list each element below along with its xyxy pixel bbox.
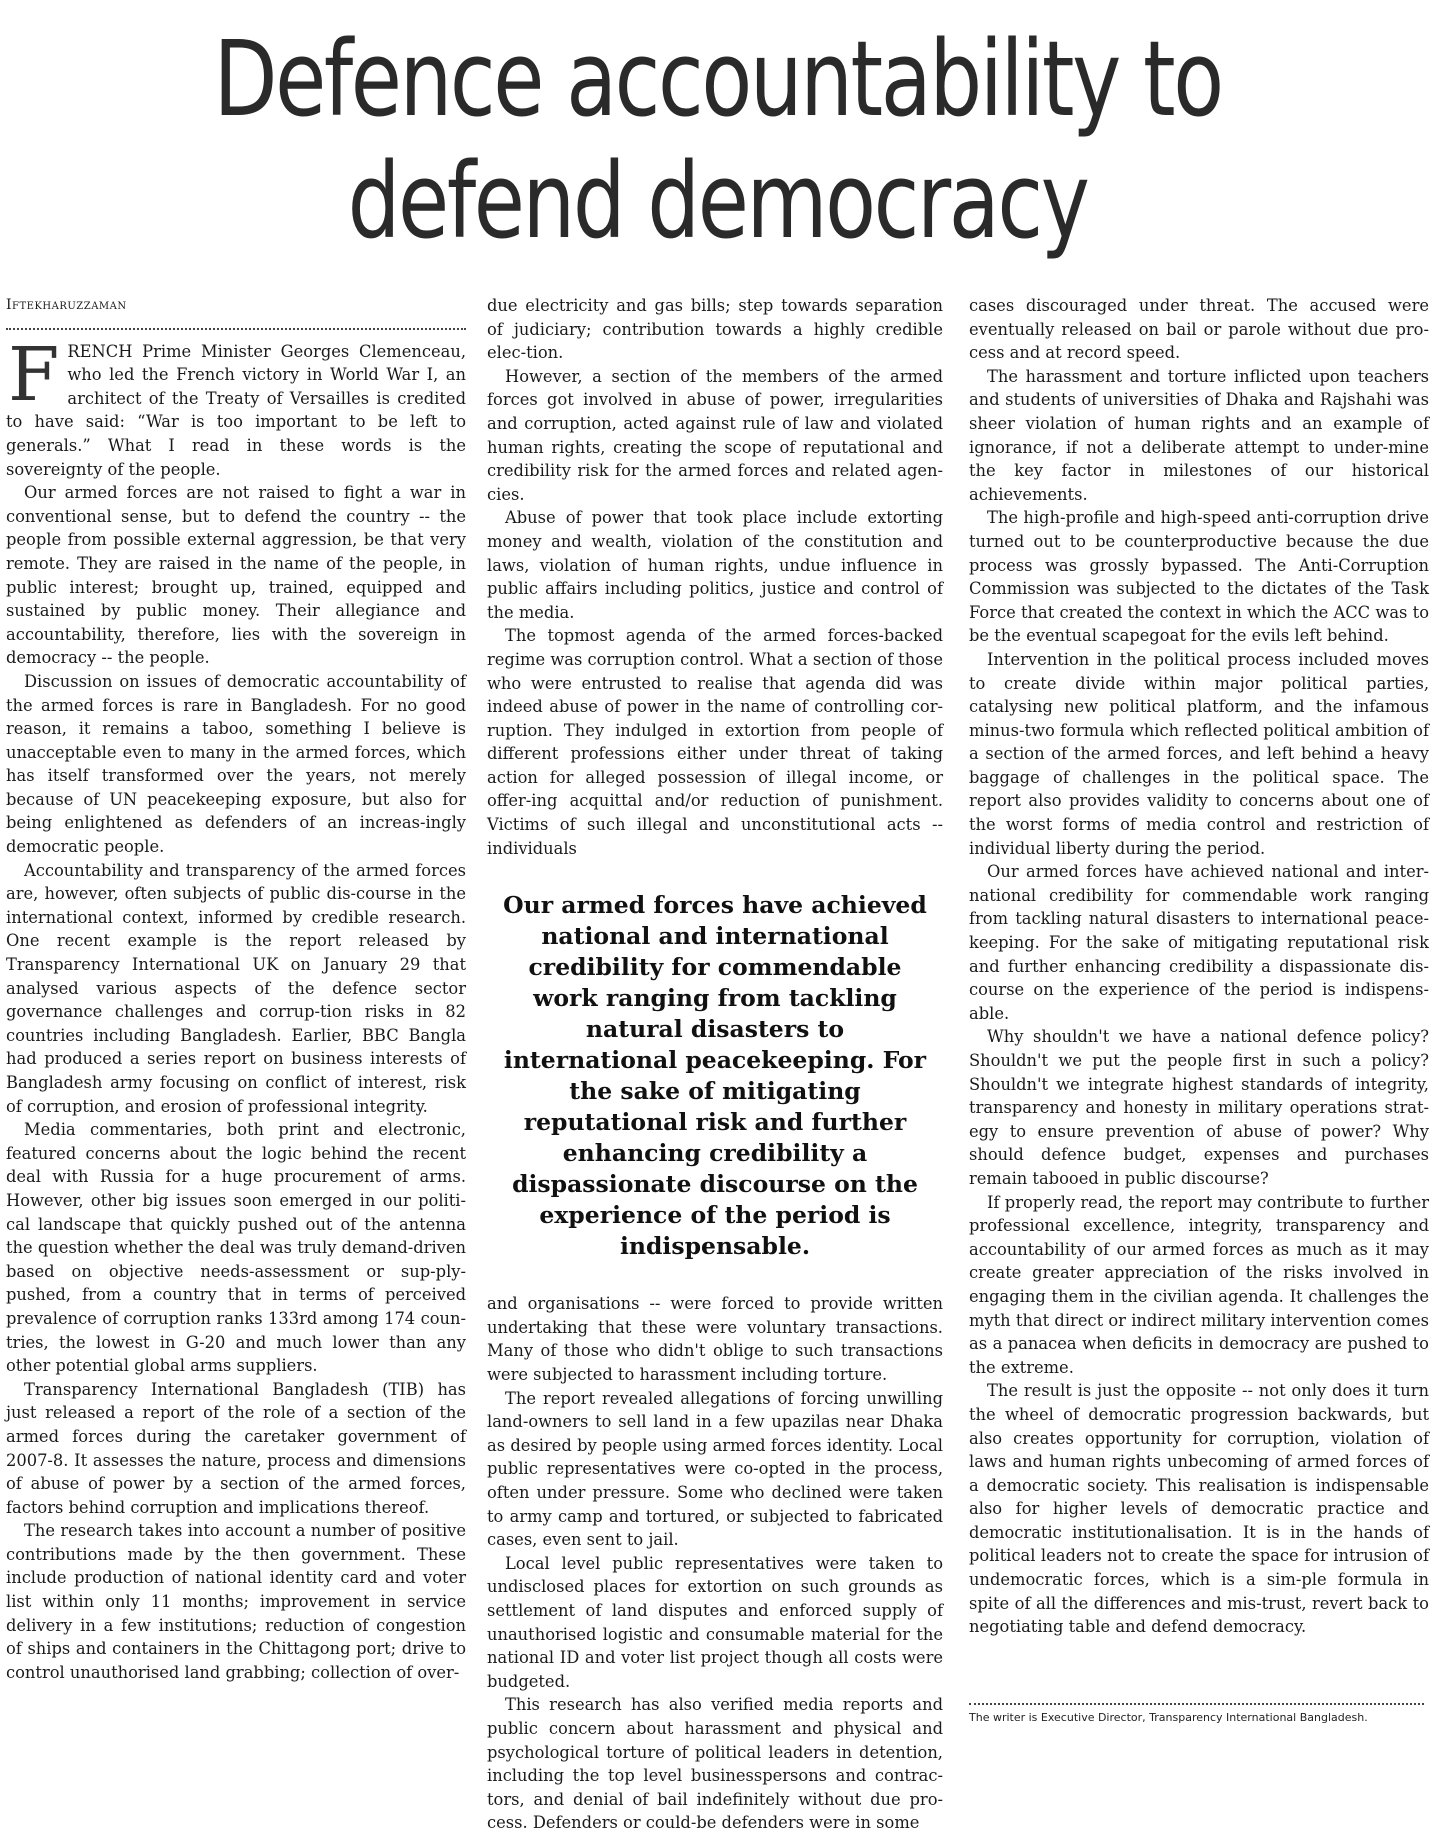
column-2 <box>487 294 943 1835</box>
byline: Iftekharuzzaman <box>6 294 466 330</box>
paragraph: Abuse of power that took place include extorting money and wealth, violation of the constitution and laws, violation of human rights, undue influence in public affairs including politics, justice and control of the media. <box>487 508 943 622</box>
paragraph: The high-profile and high-speed anti-corruption drive turned out to be counterproductive because the due process was grossly bypassed. The Anti-Corruption Commission was subjected to the dictates of the Task Force that created the context in which the ACC was to be the eventual scapegoat for the evils left behind. <box>969 508 1429 646</box>
pull-quote: Our armed forces have achieved national and international credibility for commendable work ranging from tackling natural disasters to international peacekeeping. For the sake of mitigating reputational risk and further enhancing credibility a dispassionate discourse on the experience of the period is indispensable. <box>503 891 927 1261</box>
paragraph: cases discouraged under threat. The accused were eventually released on bail or parole without due pro-cess and at record speed. <box>969 296 1429 363</box>
paragraph: The report revealed allegations of forcing unwilling land-owners to sell land in a few upazilas near Dhaka as desired by people using armed forces identity. Local public representatives were co-opted in the process, often under pressure. Some who declined were taken to army camp and tortured, or subjected to fabricated cases, even sent to jail. <box>487 1388 943 1550</box>
paragraph: Our armed forces have achieved national and inter-national credibility for commendable work ranging from tackling natural disasters to international peace-keeping. For the sake of mitigating reputational risk and further enhancing credibility a dispassionate dis-course on the experience of the period is indispens-able. <box>969 862 1429 1023</box>
paragraph: The result is just the opposite -- not only does it turn the wheel of democratic progression backwards, but also creates opportunity for corruption, violation of laws and human rights unbecoming of armed forces of a democratic society. This realisation is indispensable also for higher levels of democratic practice and democratic institutionalisation. It is in the hands of political leaders not to create the space for intrusion of undemocratic forces, which is a sim-ple formula in spite of all the differences and mis-trust, revert back to negotiating table and defend democracy. <box>969 1381 1429 1637</box>
headline-line-1: Defence accountability to <box>213 18 1222 140</box>
paragraph: The harassment and torture inflicted upon teachers and students of universities of Dhaka and Rajshahi was sheer violation of human rights and an example of ignorance, if not a deliberate attempt to under-mine the key factor in milestones of our historical achievements. <box>969 366 1429 504</box>
lead-text: RENCH Prime Minister Georges Clemenceau, who led the French victory in World War I, an architect of the Treaty of Versailles is credited to have said: “War is too important to be left to generals.” What I read in these words is the sovereignty of the people. <box>6 341 466 479</box>
headline-line-2: defend democracy <box>347 140 1088 262</box>
paragraph: Our armed forces are not raised to fight a war in conventional sense, but to defend the country -- the people from possible external aggression, be that very remote. They are raised in the name of the people, in public interest; brought up, trained, equipped and sustained by public money. Their allegiance and accountability, therefore, lies with the sovereign in democracy -- the people. <box>6 483 466 668</box>
paragraph: due electricity and gas bills; step towards separation of judiciary; contribution towards a highly credible elec-tion. <box>487 296 943 363</box>
paragraph: Discussion on issues of democratic accountability of the armed forces is rare in Bangladesh. For no good reason, it remains a taboo, something I believe is unacceptable even to many in the armed forces, which has itself transformed over the years, not merely because of UN peacekeeping exposure, but also for being enlightened as defenders of an increas-ingly democratic people. <box>6 671 466 857</box>
paragraph: If properly read, the report may contribute to further professional excellence, integrity, transparency and accountability of our armed forces as much as it may create greater appreciation of the risks involved in engaging them in the civilian agenda. It challenges the myth that direct or indirect military intervention comes as a panacea when deficits in democracy are pushed to the extreme. <box>969 1192 1429 1377</box>
paragraph: and organisations -- were forced to provide written undertaking that these were voluntary transactions. Many of those who didn't oblige to such transactions were subjected to harassment including torture. <box>487 1294 943 1385</box>
paragraph: Transparency International Bangladesh (TIB) has just released a report of the role of a section of the armed forces during the caretaker government of 2007-8. It assesses the nature, process and dimensions of abuse of power by a section of the armed forces, factors behind corruption and implications thereof. <box>6 1379 466 1517</box>
writer-note: The writer is Executive Director, Transparency International Bangladesh. <box>969 1703 1424 1724</box>
paragraph: This research has also verified media reports and public concern about harassment and physical and psychological torture of political leaders in detention, including the top level businesspersons and contrac-tors, and denial of bail indefinitely without due pro-cess. Defenders or could-be defenders were in some <box>487 1695 943 1833</box>
paragraph: Intervention in the political process included moves to create divide within major political parties, catalysing new political platform, and the infamous minus-two formula which reflected political ambition of a section of the armed forces, and left behind a heavy baggage of challenges in the political space. The report also provides validity to concerns about one of the worst forms of media control and restriction of individual liberty during the period. <box>969 649 1429 858</box>
paragraph: Why shouldn't we have a national defence policy? Shouldn't we put the people first in such a policy? Shouldn't we integrate highest standards of integrity, transparency and honesty in military operations strat-egy to ensure prevention of abuse of power? Why should defence budget, expenses and purchases remain tabooed in public discourse? <box>969 1027 1429 1188</box>
drop-cap: F <box>8 331 60 418</box>
paragraph: However, a section of the members of the armed forces got involved in abuse of power, irregularities and corruption, acted against rule of law and violated human rights, creating the scope of reputational and credibility risk for the armed forces and related agen-cies. <box>487 366 943 504</box>
headline <box>144 18 1292 262</box>
paragraph-lead <box>6 331 466 482</box>
paragraph: Media commentaries, both print and electronic, featured concerns about the logic behind the recent deal with Russia for a huge procurement of arms. However, other big issues soon emerged in our politi-cal landscape that quickly pushed out of the antenna the question whether the deal was truly demand-driven based on objective needs-assessment or sup-ply-pushed, from a country that in terms of perceived prevalence of corruption ranks 133rd among 174 coun-tries, the lowest in G-20 and much lower than any other potential global arms suppliers. <box>6 1120 466 1376</box>
column-3 <box>969 294 1429 1639</box>
paragraph: Accountability and transparency of the armed forces are, however, often subjects of public dis-course in the international context, informed by credible research. One recent example is the report released by Transparency International UK on January 29 that analysed various aspects of the defence sector governance challenges and corrup-tion risks in 82 countries including Bangladesh. Earlier, BBC Bangla had produced a series report on business interests of Bangladesh army focusing on conflict of interest, risk of corruption, and erosion of professional integrity. <box>6 860 466 1116</box>
column-1 <box>6 294 466 1684</box>
paragraph: The topmost agenda of the armed forces-backed regime was corruption control. What a section of those who were entrusted to realise that agenda did was indeed abuse of power in the name of controlling cor-ruption. They indulged in extortion from people of different professions either under threat of taking action for alleged possession of illegal income, or offer-ing acquittal and/or reduction of punishment. Victims of such illegal and unconstitutional acts -- individuals <box>487 626 943 858</box>
paragraph: Local level public representatives were taken to undisclosed places for extortion on such grounds as settlement of land disputes and enforced supply of unauthorised logistic and consumable material for the national ID and voter list project though all costs were budgeted. <box>487 1553 943 1691</box>
paragraph: The research takes into account a number of positive contributions made by the then government. These include production of national identity card and voter list within only 11 months; improvement in service delivery in a few institutions; reduction of congestion of ships and containers in the Chittagong port; drive to control unauthorised land grabbing; collection of over- <box>6 1521 466 1682</box>
